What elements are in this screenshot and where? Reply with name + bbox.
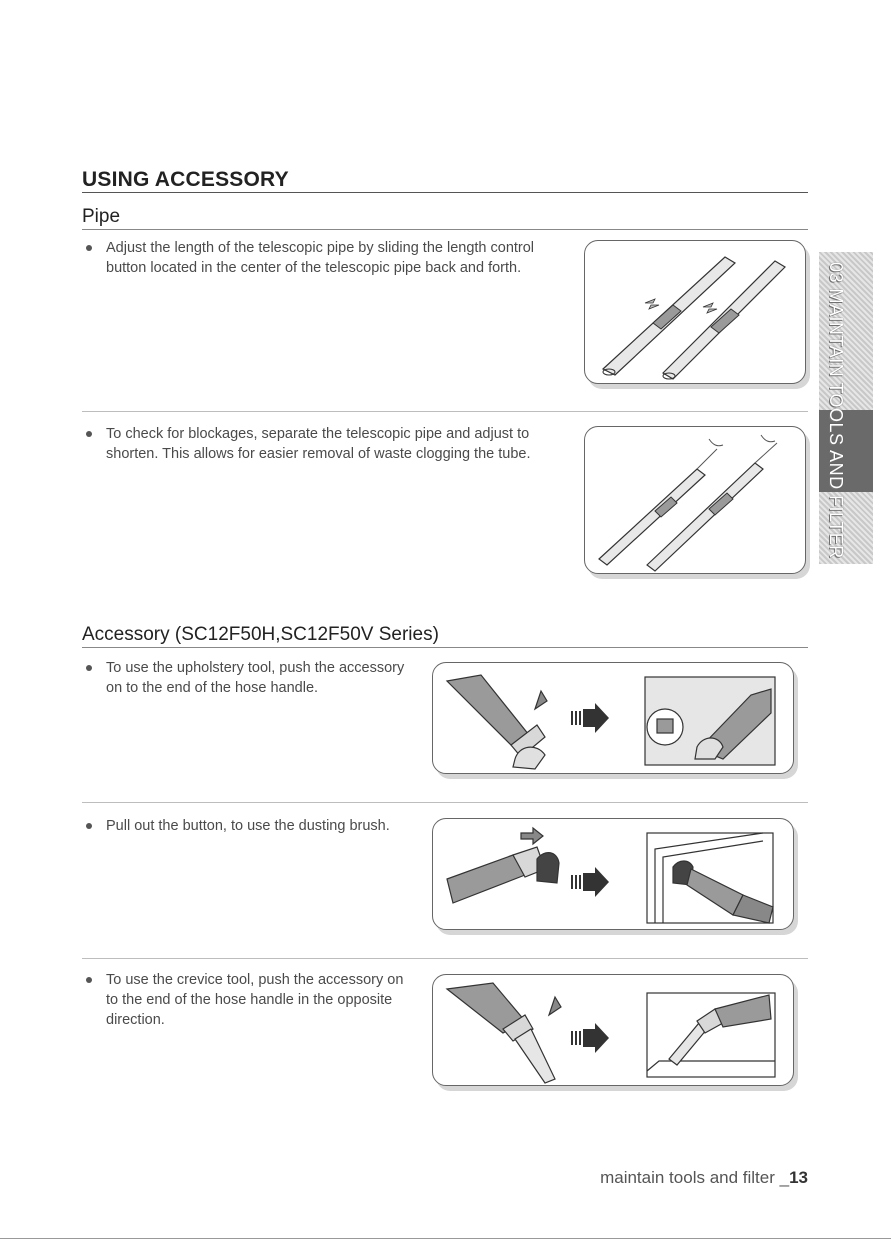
bullet-dot — [86, 977, 92, 983]
section-title-rule — [82, 192, 808, 193]
chapter-tab-label: 03 MAINTAIN TOOLS AND FILTER — [826, 262, 846, 559]
list-item — [86, 238, 586, 280]
list-item — [86, 424, 586, 466]
pipe-heading-rule — [82, 229, 808, 230]
dusting-brush-illustration — [432, 818, 794, 930]
accessory-item-2-line-1: Pull out the button, to use the dusting brush. — [106, 818, 390, 834]
accessory-heading: Accessory (SC12F50H,SC12F50V Series) — [82, 624, 439, 645]
list-item — [86, 970, 466, 1032]
bottom-rule — [0, 1238, 891, 1239]
footer-label: maintain tools and filter _ — [600, 1168, 790, 1187]
bullet-dot — [86, 823, 92, 829]
page-number: 13 — [789, 1168, 808, 1187]
pipe-item-1-line-2: button located in the center of the telescopic pipe back and forth. — [106, 260, 522, 276]
divider — [82, 411, 808, 412]
page-footer — [600, 1168, 808, 1188]
chapter-tab-label-wrap — [819, 252, 849, 564]
pipe-heading: Pipe — [82, 206, 121, 227]
accessory-item-1-line-2: on to the end of the hose handle. — [106, 680, 319, 696]
upholstery-tool-illustration — [432, 662, 794, 774]
list-item — [86, 658, 446, 700]
accessory-item-3-line-3: direction. — [106, 1012, 165, 1028]
section-title: USING ACCESSORY — [82, 168, 289, 191]
pipe-item-2-line-1: To check for blockages, separate the telescopic pipe and adjust to — [106, 426, 530, 442]
bullet-dot — [86, 665, 92, 671]
pipe-item-1-line-1: Adjust the length of the telescopic pipe by sliding the length control — [106, 240, 535, 256]
pipe-blockage-illustration — [584, 426, 806, 574]
bullet-dot — [86, 431, 92, 437]
pipe-item-2-line-2: shorten. This allows for easier removal of waste clogging the tube. — [106, 446, 531, 462]
divider — [82, 958, 808, 959]
divider — [82, 802, 808, 803]
accessory-item-1-line-1: To use the upholstery tool, push the accessory — [106, 660, 405, 676]
accessory-item-3-line-2: to the end of the hose handle in the opposite — [106, 992, 393, 1008]
crevice-tool-illustration — [432, 974, 794, 1086]
accessory-item-3-line-1: To use the crevice tool, push the accessory on — [106, 972, 404, 988]
accessory-heading-rule — [82, 647, 808, 648]
list-item — [86, 816, 446, 838]
telescopic-pipe-adjust-illustration — [584, 240, 806, 384]
bullet-dot — [86, 245, 92, 251]
